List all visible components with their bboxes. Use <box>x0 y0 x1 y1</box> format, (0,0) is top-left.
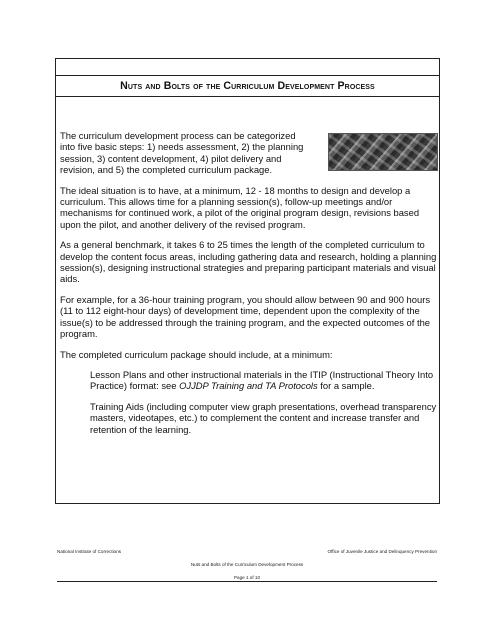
gears-photo-icon <box>328 133 438 171</box>
package-intro-paragraph: The completed curriculum package should include, at a minimum: <box>60 348 333 360</box>
intro-section <box>60 130 438 176</box>
intro-paragraph: The curriculum development process can be categorized into five basic steps: 1) needs assessment, 2) the planning session, 3) content development, 4) pilot delivery and revision, and 5) the completed curriculum package. <box>60 130 304 176</box>
list-item: Training Aids (including computer view graph presentations, overhead transparency masters, videotapes, etc.) to complement the content and increase transfer and retention of the learning. <box>90 400 437 435</box>
list-item <box>90 369 438 392</box>
title-bar <box>56 75 439 97</box>
footer-right: Office of Juvenile Justice and Delinquency Prevention <box>327 549 437 554</box>
footer-center: Nuts and Bolts of the Curriculum Development Process <box>190 562 304 567</box>
footer-top-row <box>57 549 437 554</box>
benchmark-paragraph: As a general benchmark, it takes 6 to 25 times the length of the completed curriculum to develop the content focus areas, including gathering data and research, holding a planning session(s), designing instructional strategies and preparing participant materials and visual aids. <box>60 239 437 285</box>
page-number: Page 1 of 10 <box>233 575 261 580</box>
footer-left: National Institute of Corrections <box>57 549 122 554</box>
document-body <box>60 130 438 444</box>
package-list <box>90 369 438 435</box>
list-item-text: for a sample. <box>317 380 375 392</box>
document-title: Nuts and Bolts of the Curriculum Development Process <box>120 80 375 92</box>
example-paragraph: For example, for a 36-hour training program, you should allow between 90 and 900 hours (11 to 112 eight-hour days) of development time, dependent upon the complexity of the issue(s) to be addressed through the training program, and the expected outcomes of the program. <box>60 293 431 340</box>
protocols-reference: OJJDP Training and TA Protocols <box>179 380 318 392</box>
content-frame <box>55 58 440 504</box>
list-item-text: Lesson Plans and other instructional materials in the ITIP (Instructional Theory Into Practice) format: see <box>90 368 434 392</box>
footer-divider <box>57 581 437 582</box>
ideal-paragraph: The ideal situation is to have, at a minimum, 12 - 18 months to design and develop a curriculum. This allows time for a planning session(s), follow-up meetings and/or mechanisms for continued work, a pilot of the original program design, revisions based upon the pilot, and another delivery of the revised program. <box>60 184 420 230</box>
